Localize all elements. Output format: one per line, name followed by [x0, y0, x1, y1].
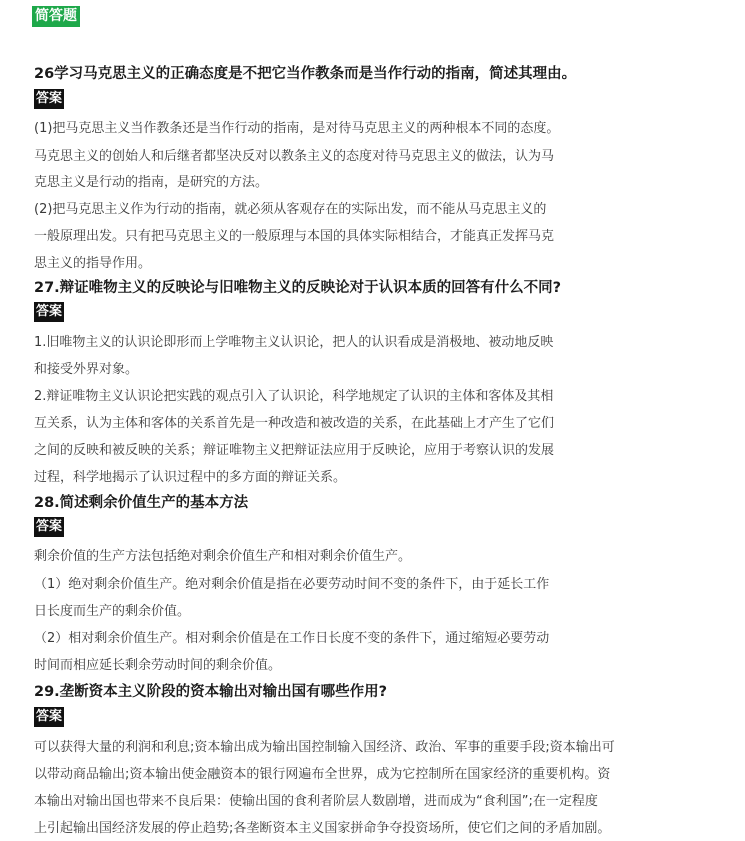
- answer-29-line-2: 以带动商品输出;资本输出使金融资本的银行网遍布全世界，成为它控制所在国家经济的重要机构。资: [34, 767, 611, 782]
- answer-28-line-1: 剩余价值的生产方法包括绝对剩余价值生产和相对剩余价值生产。: [34, 549, 412, 564]
- answer-29-line-1: 可以获得大量的利润和利息;资本输出成为输出国控制输入国经济、政治、军事的重要手段;资本输出可: [34, 740, 615, 755]
- question-28-title: 28.简述剩余价值生产的基本方法: [34, 495, 249, 511]
- answer-28-line-2: （1）绝对剩余价值生产。绝对剩余价值是指在必要劳动时间不变的条件下，由于延长工作: [34, 577, 550, 592]
- section-title-badge: 简答题: [32, 6, 80, 27]
- answer-26-line-3: 克思主义是行动的指南，是研究的方法。: [34, 175, 269, 190]
- question-26-title: 26学习马克思主义的正确态度是不把它当作教条而是当作行动的指南，简述其理由。: [34, 66, 577, 82]
- answer-27-line-2: 和接受外界对象。: [34, 362, 139, 377]
- answer-label-28: 答案: [34, 517, 64, 537]
- answer-label-27: 答案: [34, 302, 64, 322]
- question-29-title: 29.垄断资本主义阶段的资本输出对输出国有哪些作用?: [34, 684, 388, 700]
- answer-28-line-3: 日长度而生产的剩余价值。: [34, 604, 191, 619]
- answer-29-line-4: 上引起输出国经济发展的停止趋势;各垄断资本主义国家拼命争夺投资场所，使它们之间的矛盾加剧。: [34, 821, 611, 836]
- answer-27-line-6: 过程，科学地揭示了认识过程中的多方面的辩证关系。: [34, 470, 347, 485]
- answer-26-line-1: (1)把马克思主义当作教条还是当作行动的指南，是对待马克思主义的两种根本不同的态度。: [34, 121, 560, 136]
- answer-26-line-4: (2)把马克思主义作为行动的指南，就必须从客观存在的实际出发，而不能从马克思主义的: [34, 202, 547, 217]
- answer-27-line-4: 互关系，认为主体和客体的关系首先是一种改造和被改造的关系，在此基础上才产生了它们: [34, 416, 555, 431]
- answer-26-line-2: 马克思主义的创始人和后继者都坚决反对以教条主义的态度对待马克思主义的做法，认为马: [34, 149, 555, 164]
- answer-label-29: 答案: [34, 707, 64, 727]
- answer-28-line-5: 时间而相应延长剩余劳动时间的剩余价值。: [34, 658, 282, 673]
- answer-label-26: 答案: [34, 89, 64, 109]
- question-27-title: 27.辩证唯物主义的反映论与旧唯物主义的反映论对于认识本质的回答有什么不同?: [34, 280, 562, 296]
- answer-28-line-4: （2）相对剩余价值生产。相对剩余价值是在工作日长度不变的条件下，通过缩短必要劳动: [34, 631, 550, 646]
- answer-27-line-5: 之间的反映和被反映的关系；辩证唯物主义把辩证法应用于反映论，应用于考察认识的发展: [34, 443, 555, 458]
- answer-27-line-3: 2.辩证唯物主义认识论把实践的观点引入了认识论，科学地规定了认识的主体和客体及其相: [34, 389, 554, 404]
- answer-26-line-6: 思主义的指导作用。: [34, 256, 152, 271]
- answer-27-line-1: 1.旧唯物主义的认识论即形而上学唯物主义认识论，把人的认识看成是消极地、被动地反映: [34, 335, 554, 350]
- answer-29-line-3: 本输出对输出国也带来不良后果：使输出国的食利者阶层人数剧增，进而成为“食利国”;在一定程度: [34, 794, 598, 809]
- answer-26-line-5: 一般原理出发。只有把马克思主义的一般原理与本国的具体实际相结合，才能真正发挥马克: [34, 229, 555, 244]
